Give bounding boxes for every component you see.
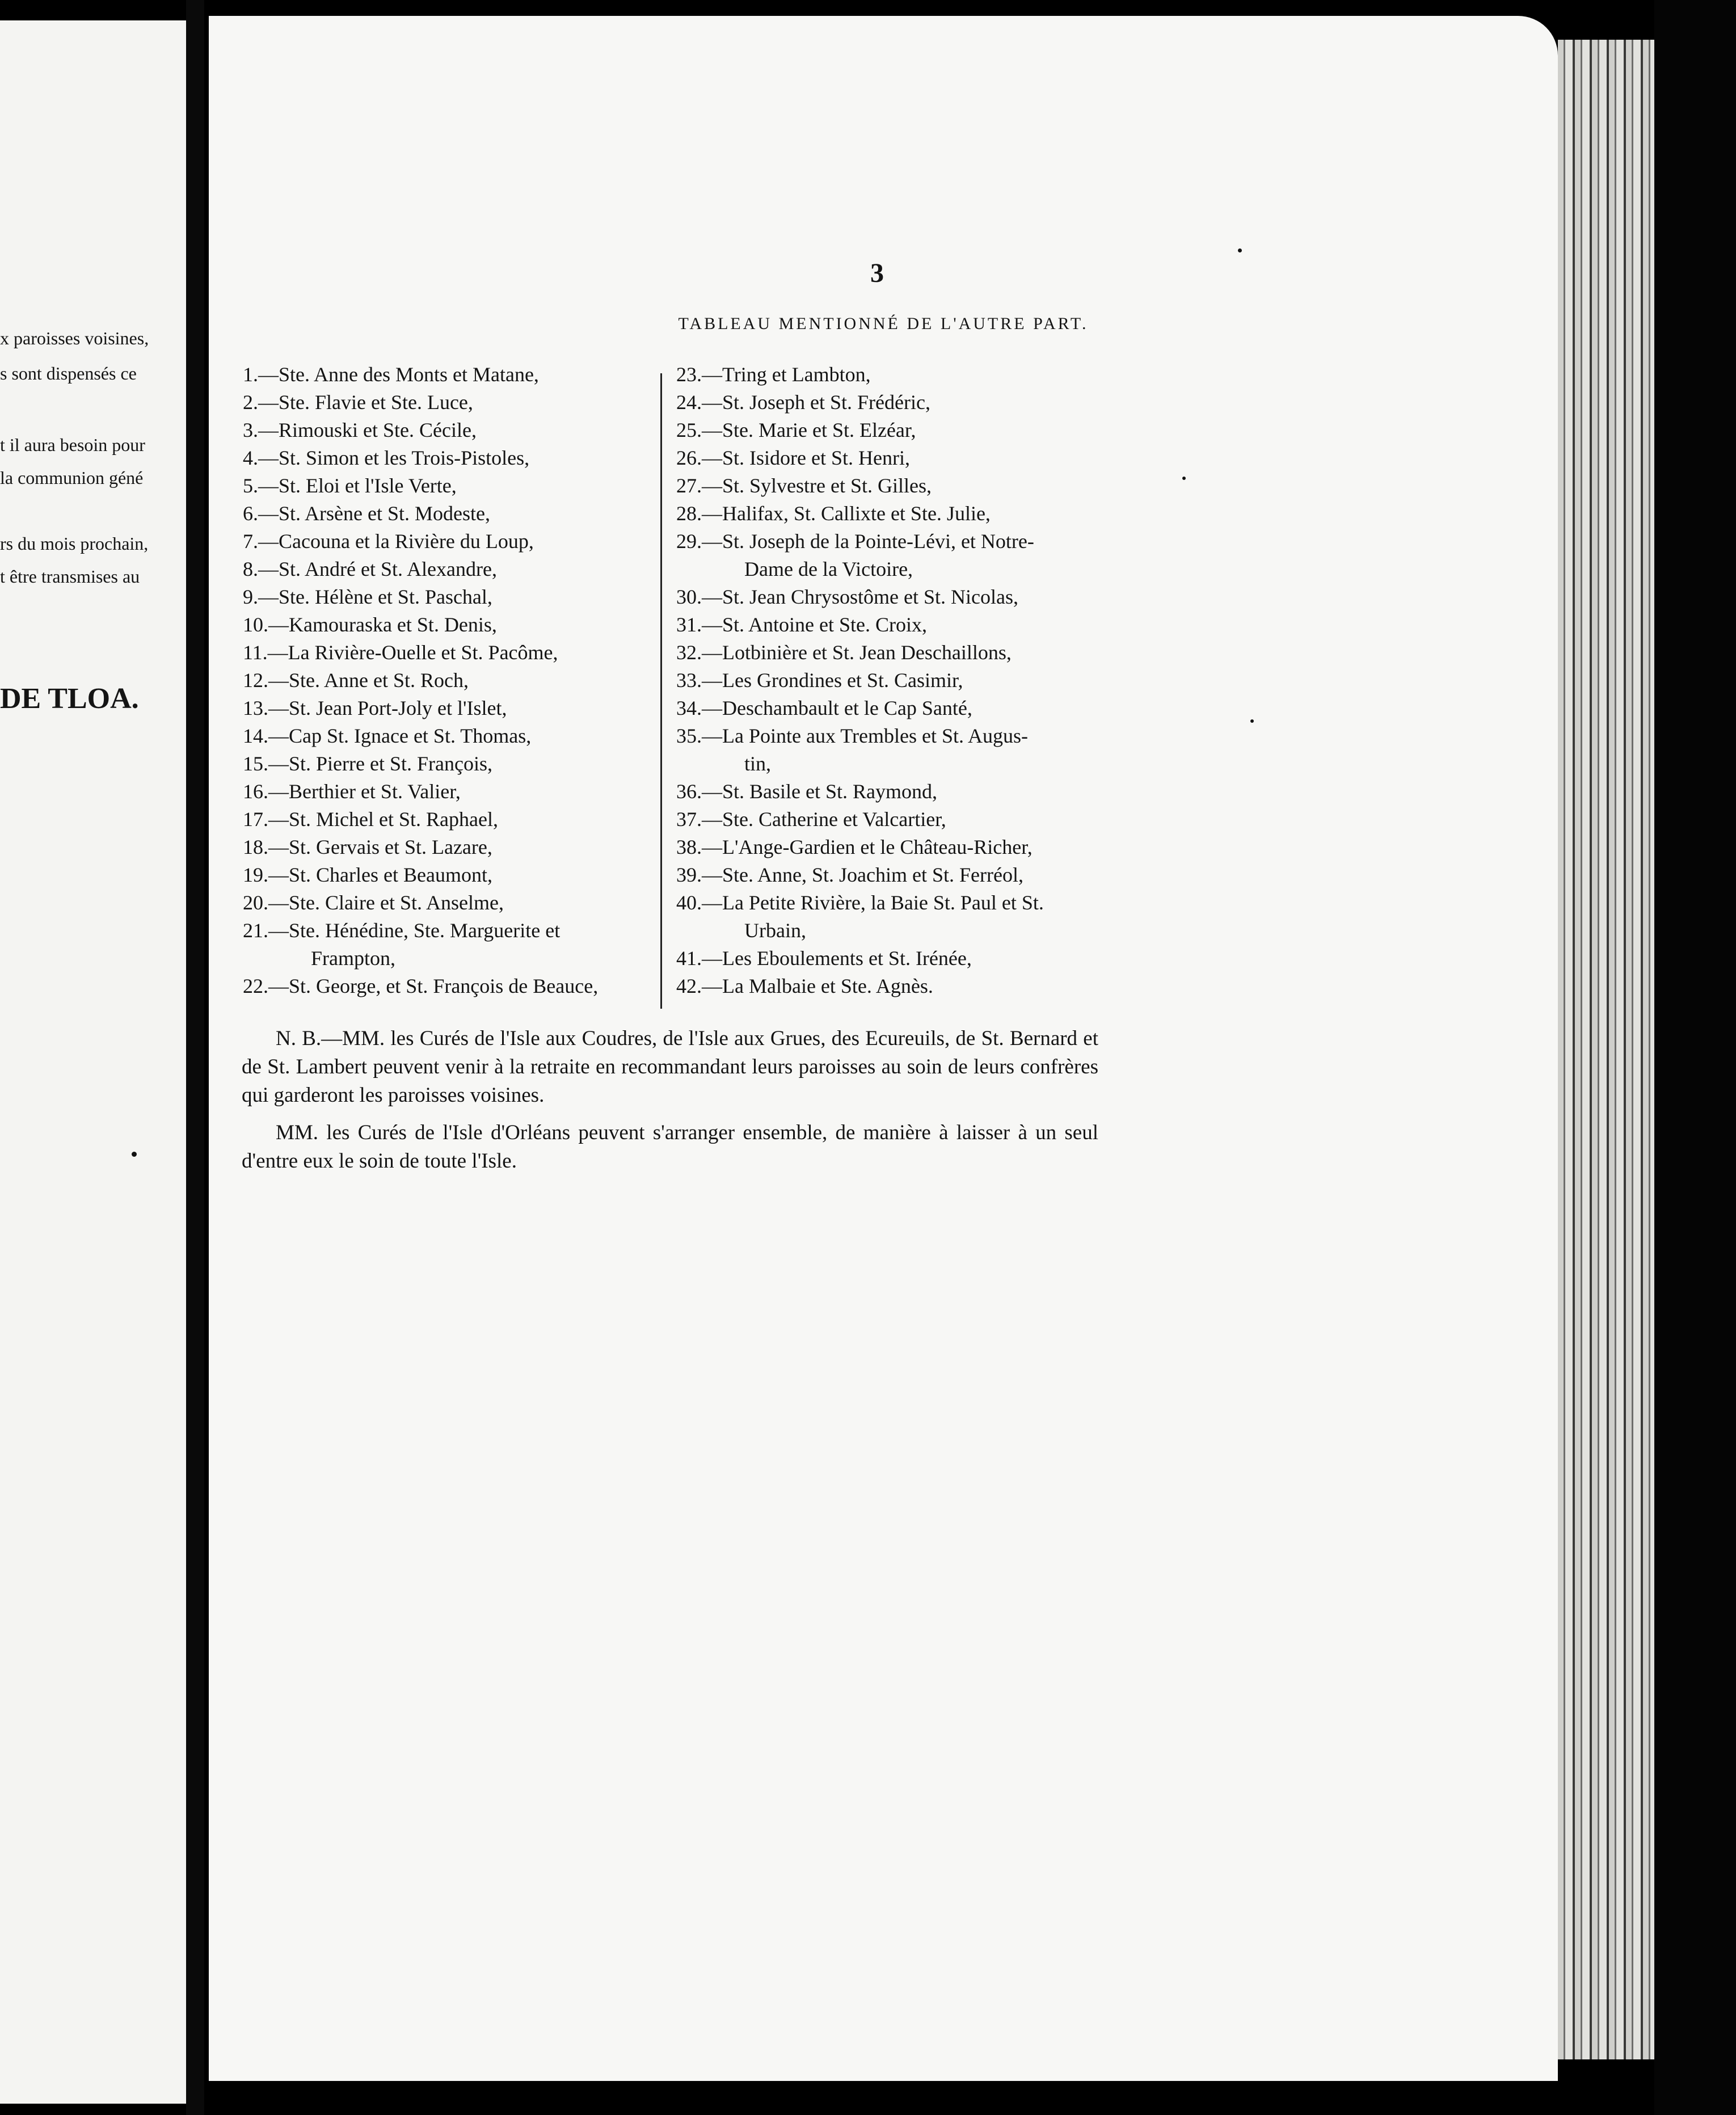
parish-list-entry: 19.—St. Charles et Beaumont, [243, 863, 492, 886]
binding-shadow [1654, 0, 1736, 2115]
parish-list-entry-continuation: Urbain, [744, 919, 806, 942]
parish-list-entry: 6.—St. Arsène et St. Modeste, [243, 502, 490, 525]
parish-list-entry: 2.—Ste. Flavie et Ste. Luce, [243, 391, 473, 414]
column-divider [660, 373, 662, 1009]
parish-list-entry: 9.—Ste. Hélène et St. Paschal, [243, 585, 492, 608]
parish-list-entry-continuation: Dame de la Victoire, [744, 558, 913, 580]
paper-speck [132, 1152, 137, 1157]
parish-list-entry: 34.—Deschambault et le Cap Santé, [676, 697, 972, 719]
parish-list-entry: 28.—Halifax, St. Callixte et Ste. Julie, [676, 502, 991, 525]
parish-list-entry: 13.—St. Jean Port-Joly et l'Islet, [243, 697, 507, 719]
left-page-line: t être transmises au [0, 566, 140, 587]
parish-list-entry: 30.—St. Jean Chrysostôme et St. Nicolas, [676, 585, 1018, 608]
left-page-line: rs du mois prochain, [0, 533, 149, 554]
parish-list-entry: 24.—St. Joseph et St. Frédéric, [676, 391, 930, 414]
parish-list-entry: 42.—La Malbaie et Ste. Agnès. [676, 975, 933, 997]
parish-list-entry: 32.—Lotbinière et St. Jean Deschaillons, [676, 641, 1012, 664]
parish-list-entry: 31.—St. Antoine et Ste. Croix, [676, 613, 928, 636]
parish-list-entry: 27.—St. Sylvestre et St. Gilles, [676, 474, 932, 497]
nota-bene-paragraph: N. B.—MM. les Curés de l'Isle aux Coudres, de l'Isle aux Grues, des Ecureuils, de St. Bernard et de St. Lambert peuvent venir à la retraite en recommandant leurs paroisses au soin de leurs confrères qui garderont les paroisses voisines. [242, 1027, 1098, 1107]
left-page-line: x paroisses voisines, [0, 328, 149, 348]
parish-list-entry: 15.—St. Pierre et St. François, [243, 752, 492, 775]
parish-list-entry: 41.—Les Eboulements et St. Irénée, [676, 947, 972, 970]
parish-list-entry: 14.—Cap St. Ignace et St. Thomas, [243, 724, 532, 747]
bleed-through-text [6, 633, 10, 656]
left-page-line: la communion géné [0, 467, 144, 488]
parish-list-entry: 33.—Les Grondines et St. Casimir, [676, 669, 963, 692]
parish-list-entry: 4.—St. Simon et les Trois-Pistoles, [243, 446, 530, 469]
left-page-line: s sont dispensés ce [0, 363, 137, 384]
parish-list-entry: 25.—Ste. Marie et St. Elzéar, [676, 419, 916, 441]
parish-list-entry: 5.—St. Eloi et l'Isle Verte, [243, 474, 457, 497]
parish-list-entry: 21.—Ste. Hénédine, Ste. Marguerite et [243, 919, 561, 942]
paper-speck [1238, 248, 1242, 252]
parish-list-entry: 23.—Tring et Lambton, [676, 363, 871, 386]
right-page [209, 16, 1558, 2081]
parish-list-entry: 16.—Berthier et St. Valier, [243, 780, 461, 803]
parish-list-entry: 22.—St. George, et St. François de Beauce, [243, 975, 599, 997]
parish-list-entry: 36.—St. Basile et St. Raymond, [676, 780, 938, 803]
paper-speck [1250, 719, 1254, 723]
parish-list-entry: 12.—Ste. Anne et St. Roch, [243, 669, 469, 692]
table-heading: TABLEAU MENTIONNÉ DE L'AUTRE PART. [678, 314, 1089, 333]
parish-list-entry: 7.—Cacouna et la Rivière du Loup, [243, 530, 534, 553]
parish-list-entry: 3.—Rimouski et Ste. Cécile, [243, 419, 477, 441]
left-page-line: t il aura besoin pour [0, 435, 145, 455]
parish-list-entry: 39.—Ste. Anne, St. Joachim et St. Ferréol, [676, 863, 1023, 886]
parish-list-entry: 26.—St. Isidore et St. Henri, [676, 446, 910, 469]
parish-list-entry: 17.—St. Michel et St. Raphael, [243, 808, 498, 831]
parish-list-entry: 20.—Ste. Claire et St. Anselme, [243, 891, 504, 914]
parish-list-entry: 35.—La Pointe aux Trembles et St. Augus- [676, 724, 1028, 747]
paper-speck [1182, 477, 1186, 480]
parish-list-entry: 37.—Ste. Catherine et Valcartier, [676, 808, 946, 831]
left-page-fragment [0, 20, 186, 2104]
parish-list-entry: 8.—St. André et St. Alexandre, [243, 558, 497, 580]
parish-list-entry-continuation: Frampton, [311, 947, 395, 970]
parish-list-entry: 1.—Ste. Anne des Monts et Matane, [243, 363, 539, 386]
left-page-heading: DE TLOA. [0, 682, 139, 715]
book-gutter [186, 0, 204, 2115]
isle-orleans-paragraph: MM. les Curés de l'Isle d'Orléans peuvent s'arranger ensemble, de manière à laisser à un seul d'entre eux le soin de toute l'Isle. [242, 1121, 1098, 1173]
stacked-page-edges [1558, 40, 1654, 2059]
parish-list-entry: 18.—St. Gervais et St. Lazare, [243, 836, 492, 858]
parish-list-entry: 10.—Kamouraska et St. Denis, [243, 613, 497, 636]
parish-list-entry: 29.—St. Joseph de la Pointe-Lévi, et Notre- [676, 530, 1034, 553]
parish-list-entry: 11.—La Rivière-Ouelle et St. Pacôme, [243, 641, 558, 664]
page-number: 3 [870, 258, 884, 288]
parish-list-right-column [676, 361, 1312, 1000]
parish-list-entry: 38.—L'Ange-Gardien et le Château-Richer, [676, 836, 1033, 858]
parish-list-entry-continuation: tin, [744, 752, 772, 775]
parish-list-entry: 40.—La Petite Rivière, la Baie St. Paul et St. [676, 891, 1044, 914]
